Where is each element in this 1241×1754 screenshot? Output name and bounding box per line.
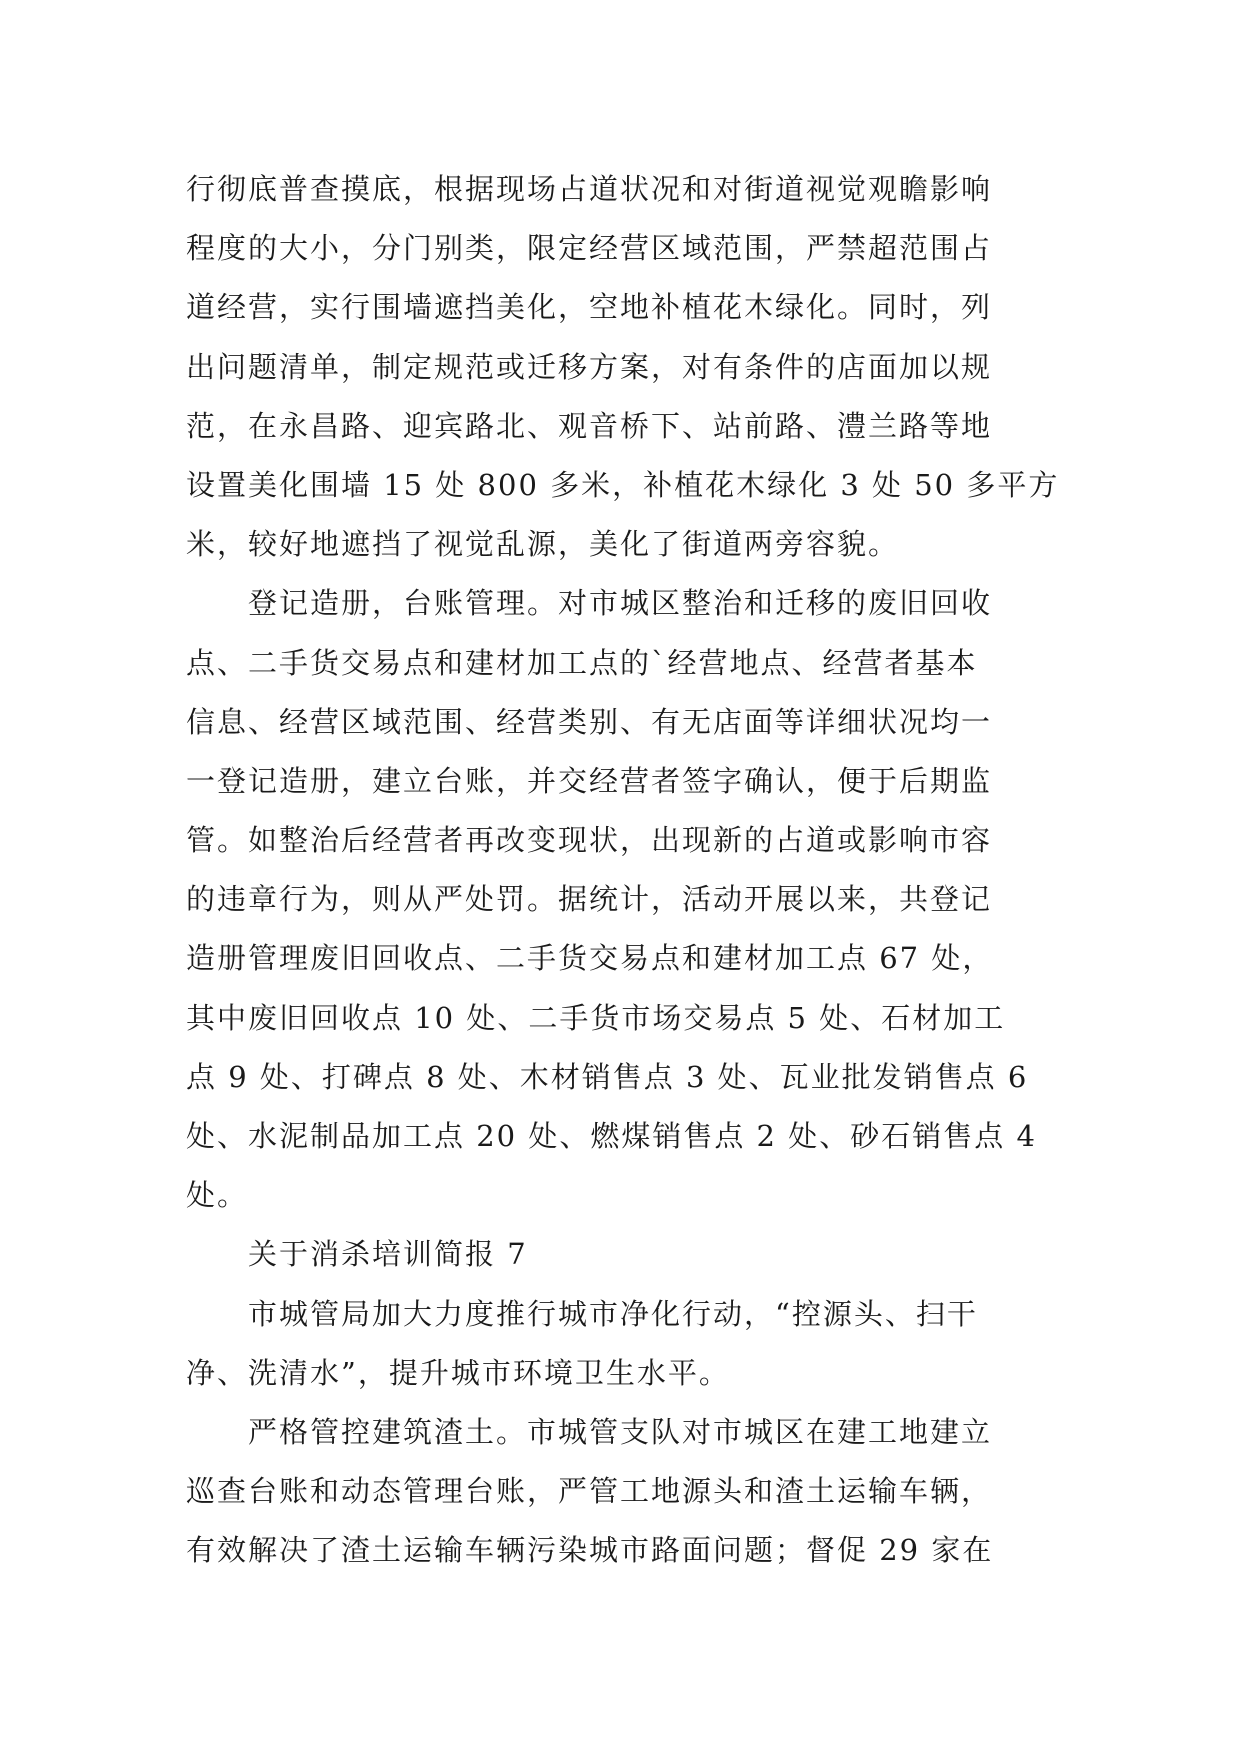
text-line: 巡查台账和动态管理台账，严管工地源头和渣土运输车辆， [186,1474,993,1509]
text-line: 的违章行为，则从严处罚。据统计，活动开展以来，共登记 [186,882,993,917]
text-line: 登记造册，台账管理。对市城区整治和迁移的废旧回收 [186,586,993,621]
text-line: 市城管局加大力度推行城市净化行动，“控源头、扫干 [186,1296,978,1331]
text-line: 道经营，实行围墙遮挡美化，空地补植花木绿化。同时，列 [186,290,993,325]
text-line: 信息、经营区域范围、经营类别、有无店面等详细状况均一 [186,704,993,739]
text-line: 范，在永昌路、迎宾路北、观音桥下、站前路、澧兰路等地 [186,408,993,443]
text-line: 设置美化围墙 15 处 800 多米，补植花木绿化 3 处 50 多平方 [186,467,1060,502]
text-line: 有效解决了渣土运输车辆污染城市路面问题；督促 29 家在 [186,1533,994,1568]
text-line: 点、二手货交易点和建材加工点的`经营地点、经营者基本 [186,645,978,680]
document-body [186,160,1060,1581]
text-line: 一登记造册，建立台账，并交经营者签字确认，便于后期监 [186,763,993,798]
text-line: 处、水泥制品加工点 20 处、燃煤销售点 2 处、砂石销售点 4 [186,1119,1037,1153]
text-line: 管。如整治后经营者再改变现状，出现新的占道或影响市容 [186,823,993,858]
text-line: 米，较好地遮挡了视觉乱源，美化了街道两旁容貌。 [186,527,900,562]
text-line: 严格管控建筑渣土。市城管支队对市城区在建工地建立 [186,1414,993,1449]
text-line: 处。 [186,1178,249,1213]
text-line: 出问题清单，制定规范或迁移方案，对有条件的店面加以规 [186,349,993,384]
text-line: 其中废旧回收点 10 处、二手货市场交易点 5 处、石材加工 [186,1000,1006,1035]
text-line: 造册管理废旧回收点、二手货交易点和建材加工点 67 处， [186,941,994,976]
section-heading: 关于消杀培训简报 7 [186,1237,528,1272]
text-line: 点 9 处、打碑点 8 处、木材销售点 3 处、瓦业批发销售点 6 [186,1059,1029,1094]
text-line: 程度的大小，分门别类，限定经营区域范围，严禁超范围占 [186,231,993,266]
text-line: 净、洗清水”，提升城市环境卫生水平。 [186,1355,730,1390]
text-line: 行彻底普查摸底，根据现场占道状况和对街道视觉观瞻影响 [186,172,993,206]
